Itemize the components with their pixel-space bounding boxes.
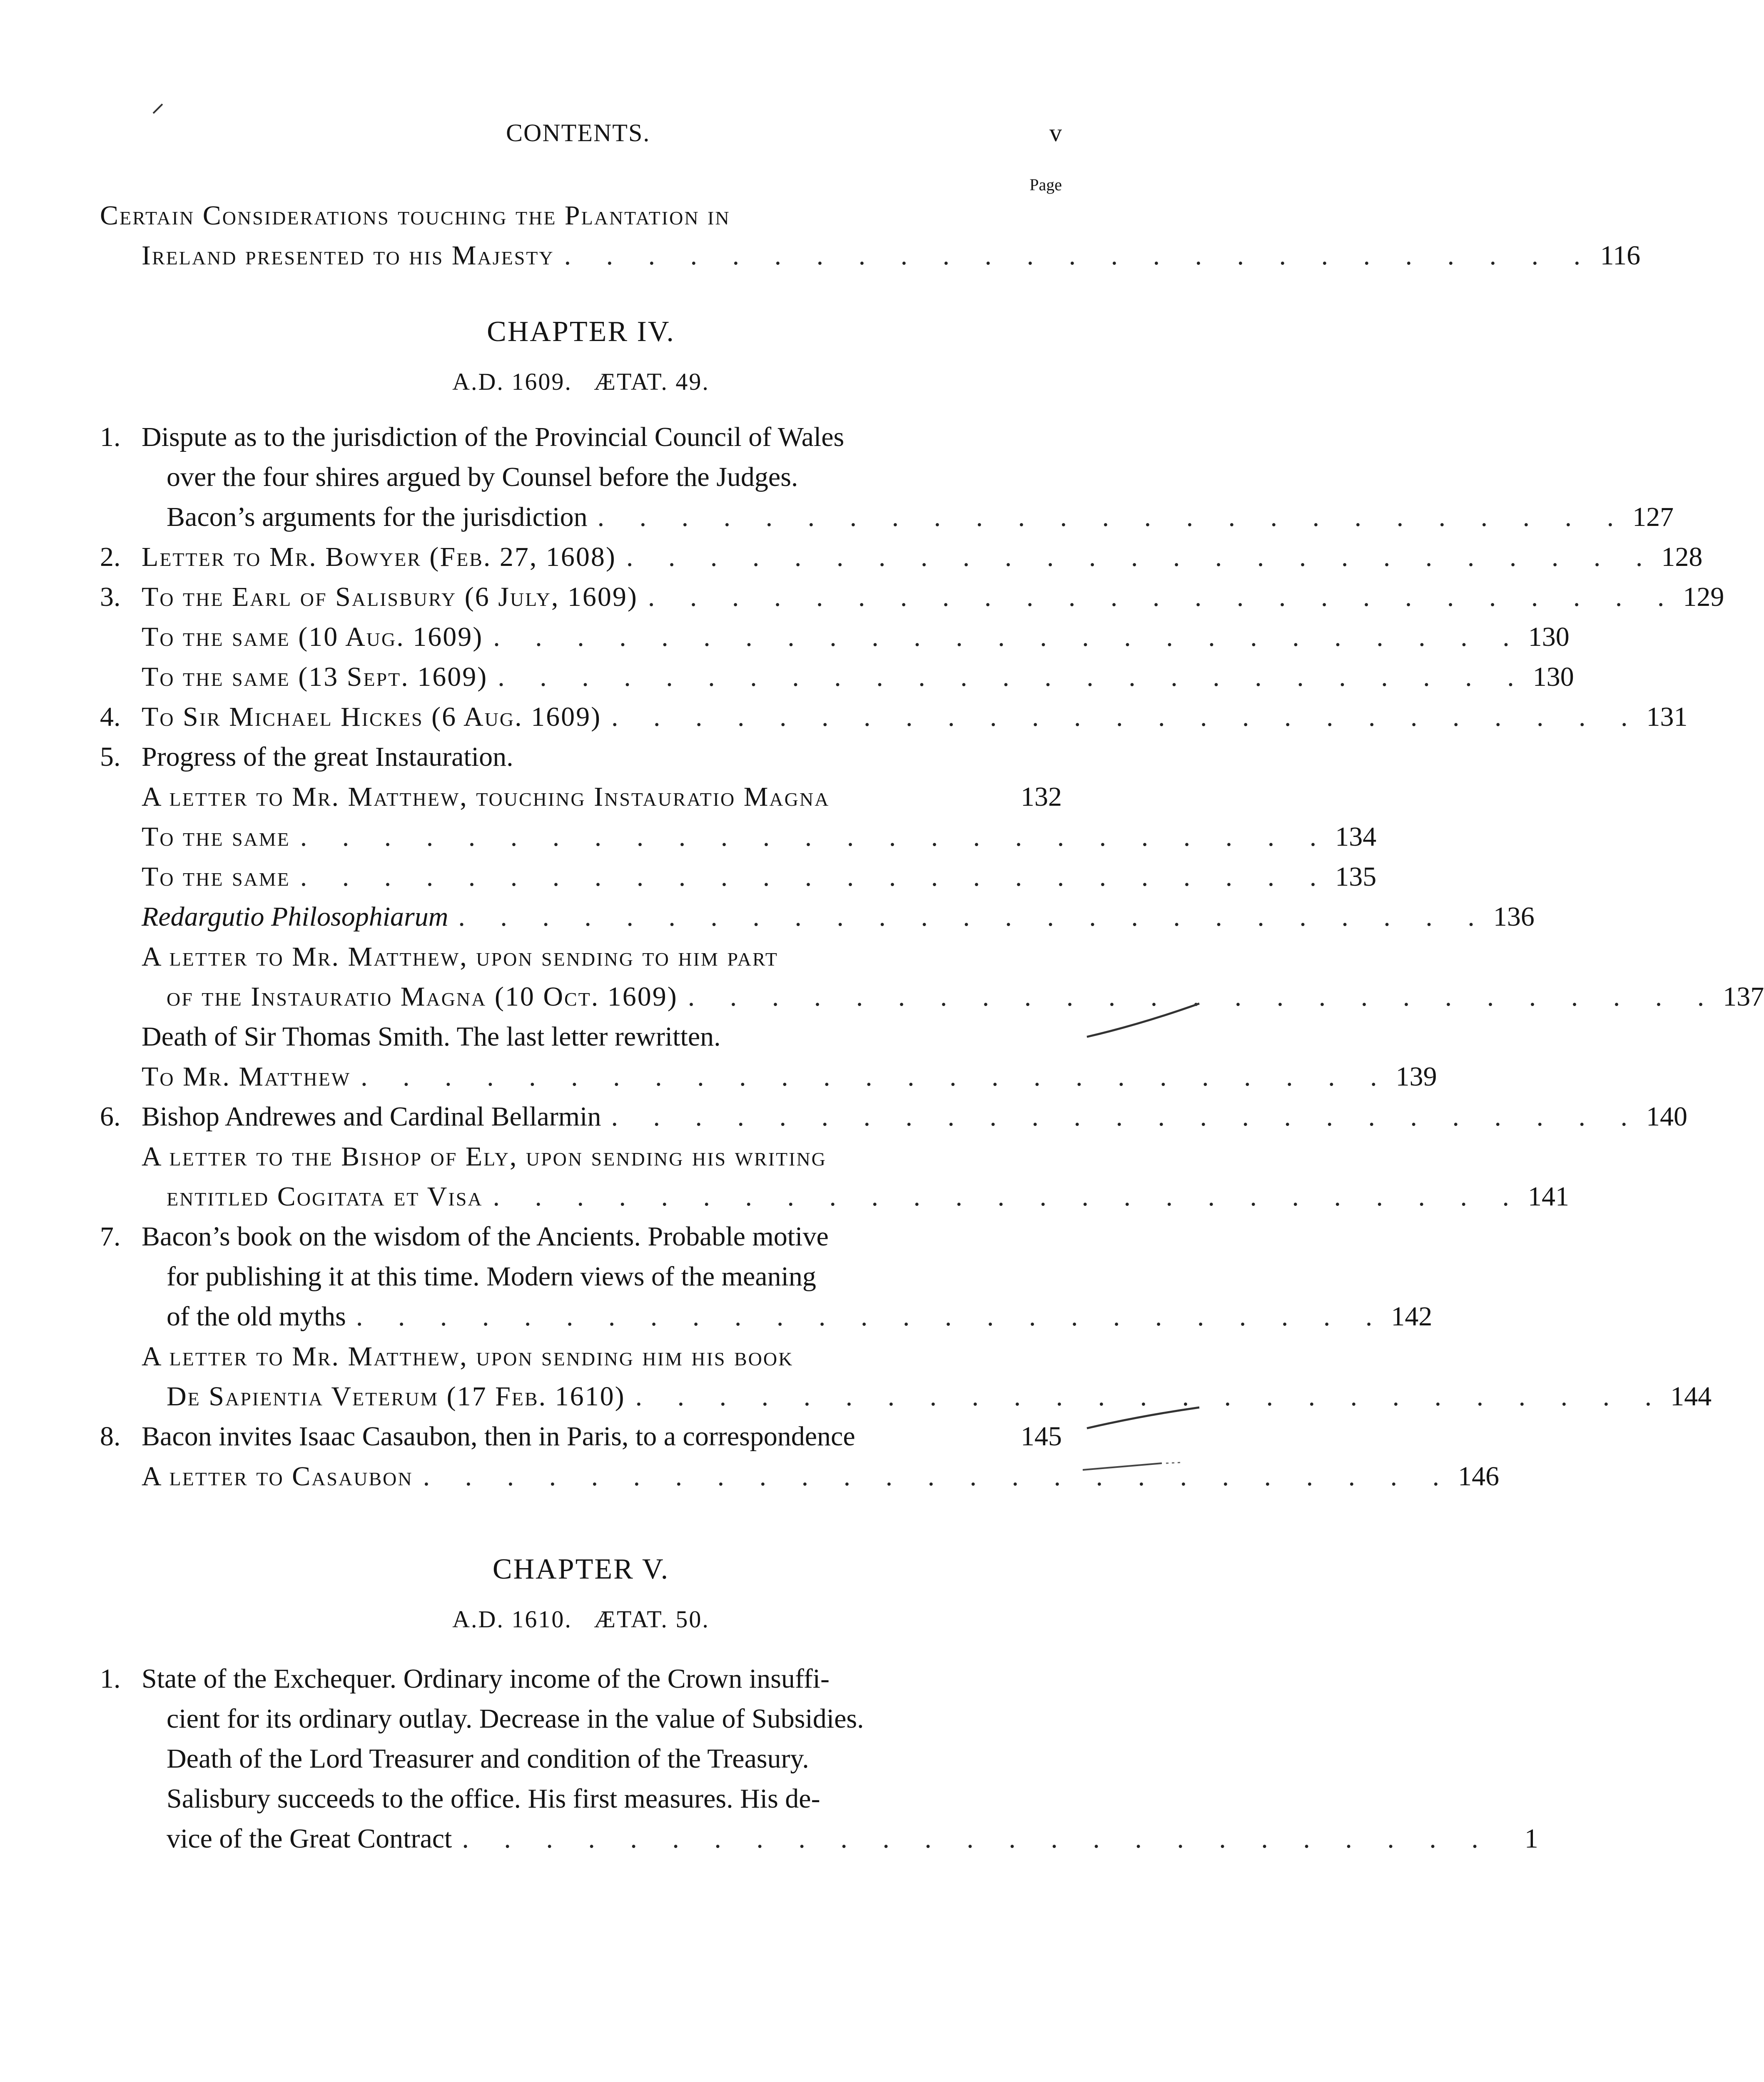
- toc-subentry: Death of Sir Thomas Smith. The last letter rewritten.: [142, 1021, 721, 1052]
- dot-leader: . . . . . . . . . . . . . . . . . . . . . . . . .: [611, 702, 1642, 732]
- toc-subentry-continuation: entitled Cogitata et Visa . . . . . . . . . . . . . . . . . . . . . . . . . 141: [100, 1177, 1062, 1217]
- page-number: 132: [1021, 782, 1062, 812]
- running-head: [0, 119, 1249, 156]
- toc-entry-continuation: Salisbury succeeds to the office. His first measures. His de-: [167, 1783, 820, 1814]
- page-number: 130: [1532, 662, 1574, 692]
- dot-leader: . . . . . . . . . . . . . . . . . . . . . . . . .: [626, 542, 1657, 572]
- pencil-tick-mark: [150, 100, 167, 117]
- chapter-heading: CHAPTER V.: [492, 1553, 670, 1585]
- contents-list: [100, 175, 1764, 1859]
- page-number: 127: [1632, 502, 1674, 532]
- dot-leader: . . . . . . . . . . . . . . . . . . . . . . . . .: [462, 1823, 1492, 1854]
- toc-entry: 2. Letter to Mr. Bowyer (Feb. 27, 1608) . . . . . . . . . . . . . . . . . . . . . . . . . 128: [100, 537, 1062, 577]
- page-number: 131: [1646, 702, 1688, 732]
- toc-entry: 4. To Sir Michael Hickes (6 Aug. 1609) . . . . . . . . . . . . . . . . . . . . . . . . . 131: [100, 697, 1062, 737]
- folio: v: [1049, 119, 1062, 147]
- page-number: 128: [1661, 542, 1703, 572]
- toc-entry-continuation: for publishing it at this time. Modern views of the meaning: [167, 1261, 816, 1292]
- toc-entry: 7. Bacon’s book on the wisdom of the Ancients. Probable motive: [100, 1221, 829, 1252]
- page-number: 129: [1683, 582, 1724, 612]
- dot-leader: . . . . . . . . . . . . . . . . . . . . . . . . .: [493, 1181, 1523, 1212]
- dot-leader: . . . . . . . . . . . . . . . . . . . . . . . . .: [611, 1101, 1642, 1132]
- toc-subentry: To the same . . . . . . . . . . . . . . . . . . . . . . . . . 135: [100, 857, 1062, 897]
- toc-subentry: Redargutio Philosophiarum . . . . . . . . . . . . . . . . . . . . . . . . . 136: [100, 897, 1062, 937]
- page-number: 137: [1723, 981, 1764, 1012]
- pencil-margin-mark: [1083, 1399, 1208, 1437]
- page-number: 142: [1391, 1301, 1433, 1332]
- toc-subentry-continuation: De Sapientia Veterum (17 Feb. 1610) . . . . . . . . . . . . . . . . . . . . . . . . . 144: [100, 1377, 1062, 1417]
- dot-leader: . . . . . . . . . . . . . . . . . . . . . . . . .: [493, 622, 1524, 652]
- page-number: 136: [1493, 902, 1535, 932]
- toc-subentry: To Mr. Matthew . . . . . . . . . . . . . . . . . . . . . . . . . 139: [100, 1057, 1062, 1097]
- toc-subentry: To the same . . . . . . . . . . . . . . . . . . . . . . . . . 134: [100, 817, 1062, 857]
- toc-subentry: A letter to Mr. Matthew, touching Instauratio Magna 132: [100, 777, 1062, 817]
- page-number: 146: [1458, 1461, 1500, 1492]
- toc-subentry: To the same (10 Aug. 1609) . . . . . . . . . . . . . . . . . . . . . . . . . 130: [100, 617, 1062, 657]
- toc-entry: 1. State of the Exchequer. Ordinary income of the Crown insuffi-: [100, 1664, 830, 1694]
- toc-entry: 3. To the Earl of Salisbury (6 July, 1609) . . . . . . . . . . . . . . . . . . . . . . . . . 129: [100, 577, 1062, 617]
- page-number: 134: [1335, 822, 1377, 852]
- chapter-date: A.D. 1609. ÆTAT. 49.: [452, 368, 710, 395]
- page-number: 130: [1528, 622, 1570, 652]
- page-number: 140: [1646, 1101, 1687, 1132]
- toc-entry: 5. Progress of the great Instauration.: [100, 742, 513, 772]
- running-title: CONTENTS.: [506, 119, 650, 147]
- toc-entry: 1. Dispute as to the jurisdiction of the Provincial Council of Wales: [100, 422, 845, 452]
- toc-subentry: A letter to Casaubon . . . . . . . . . . . . . . . . . . . . . . . . . 146: [100, 1457, 1062, 1497]
- dot-leader: . . . . . . . . . . . . . . . . . . . . . . . . .: [597, 502, 1628, 532]
- toc-subentry-continuation: of the Instauratio Magna (10 Oct. 1609) . . . . . . . . . . . . . . . . . . . . . . . . . 137: [100, 977, 1062, 1017]
- page-number: 116: [1600, 240, 1641, 271]
- page-number: 144: [1670, 1381, 1712, 1412]
- toc-entry-continuation: vice of the Great Contract . . . . . . . . . . . . . . . . . . . . . . . . . 1: [100, 1819, 1062, 1859]
- dot-leader: . . . . . . . . . . . . . . . . . . . . . . . . .: [361, 1061, 1391, 1092]
- toc-entry-plantation-line2: Ireland presented to his Majesty . . . . . . . . . . . . . . . . . . . . . . . . . 116: [100, 236, 1062, 276]
- toc-entry-continuation: cient for its ordinary outlay. Decrease in the value of Subsidies.: [167, 1703, 864, 1734]
- page-number: 1: [1524, 1823, 1538, 1854]
- toc-subentry: To the same (13 Sept. 1609) . . . . . . . . . . . . . . . . . . . . . . . . . 130: [100, 657, 1062, 697]
- dot-leader: . . . . . . . . . . . . . . . . . . . . . . . . .: [356, 1301, 1387, 1332]
- chapter-date: A.D. 1610. ÆTAT. 50.: [452, 1606, 710, 1633]
- dot-leader: . . . . . . . . . . . . . . . . . . . . . . . . .: [300, 822, 1331, 852]
- dot-leader: . . . . . . . . . . . . . . . . . . . . . . . . .: [648, 582, 1679, 612]
- toc-entry-continuation: Bacon’s arguments for the jurisdiction . . . . . . . . . . . . . . . . . . . . . . . . . 127: [100, 497, 1062, 537]
- dot-leader: . . . . . . . . . . . . . . . . . . . . . . . . .: [498, 662, 1528, 692]
- page-number: 145: [1021, 1421, 1062, 1452]
- dot-leader: . . . . . . . . . . . . . . . . . . . . . . . . .: [688, 981, 1719, 1012]
- pencil-margin-mark: [1083, 995, 1208, 1045]
- toc-subentry: A letter to the Bishop of Ely, upon sending his writing: [142, 1141, 827, 1172]
- toc-entry: 6. Bishop Andrewes and Cardinal Bellarmin . . . . . . . . . . . . . . . . . . . . . . . . . 140: [100, 1097, 1062, 1137]
- dot-leader: . . . . . . . . . . . . . . . . . . . . . . . . .: [300, 862, 1331, 892]
- toc-entry-continuation: of the old myths . . . . . . . . . . . . . . . . . . . . . . . . . 142: [100, 1297, 1062, 1337]
- toc-subentry: A letter to Mr. Matthew, upon sending him his book: [142, 1341, 794, 1372]
- pencil-margin-mark: [1079, 1457, 1187, 1474]
- page-number: 139: [1395, 1061, 1437, 1092]
- dot-leader: . . . . . . . . . . . . . . . . . . . . . . . . .: [423, 1461, 1454, 1492]
- dot-leader: . . . . . . . . . . . . . . . . . . . . . . . . .: [564, 240, 1595, 271]
- dot-leader: . . . . . . . . . . . . . . . . . . . . . . . . .: [635, 1381, 1666, 1412]
- page-number: 135: [1335, 862, 1377, 892]
- toc-entry-plantation-line1: Certain Considerations touching the Plantation in: [100, 200, 730, 231]
- page-column-label: Page: [1029, 175, 1062, 194]
- toc-entry-continuation: over the four shires argued by Counsel before the Judges.: [167, 462, 798, 492]
- dot-leader: . . . . . . . . . . . . . . . . . . . . . . . . .: [458, 902, 1489, 932]
- toc-subentry: A letter to Mr. Matthew, upon sending to him part: [142, 941, 778, 972]
- toc-entry-continuation: Death of the Lord Treasurer and condition of the Treasury.: [167, 1743, 809, 1774]
- toc-entry: 8. Bacon invites Isaac Casaubon, then in Paris, to a correspondence 145: [100, 1417, 1062, 1457]
- page-number: 141: [1528, 1181, 1569, 1212]
- chapter-heading: CHAPTER IV.: [487, 316, 675, 348]
